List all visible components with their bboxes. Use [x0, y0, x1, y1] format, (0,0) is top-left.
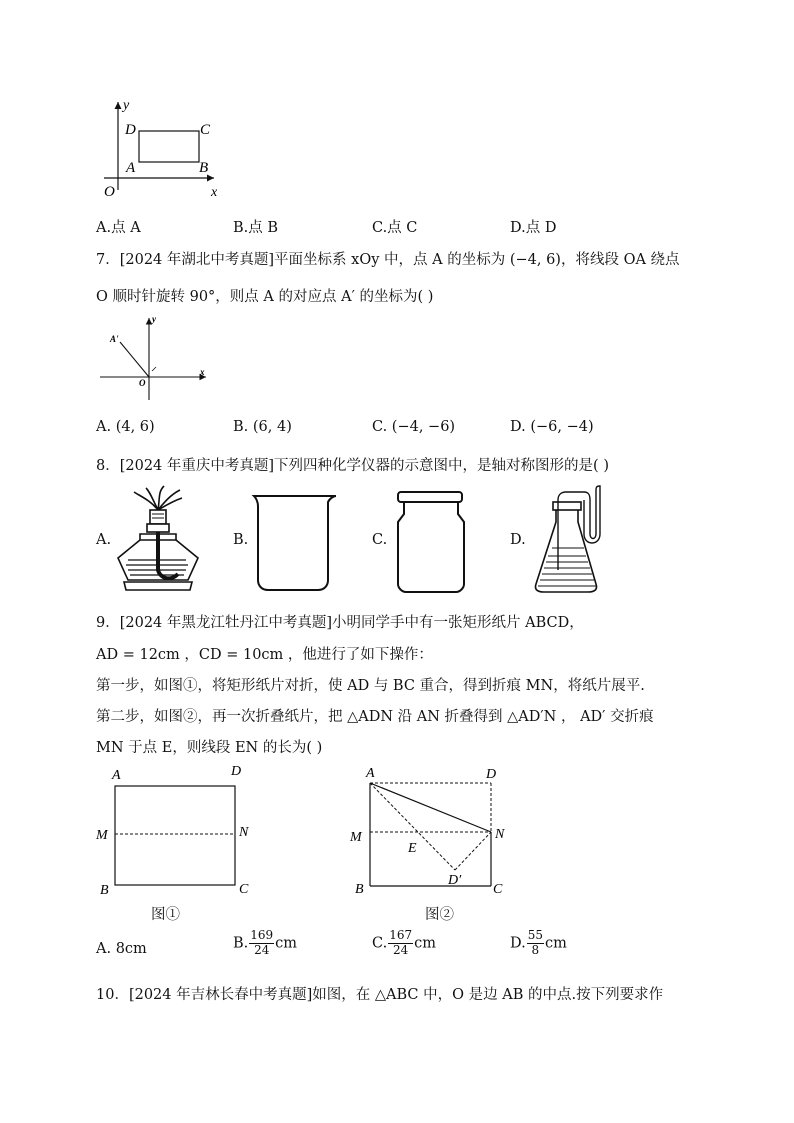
q6-label-y: y	[123, 98, 130, 113]
fig1-label-a: A	[112, 768, 121, 783]
q9-option-c-fraction	[388, 929, 413, 958]
q6-option-c[interactable]: C.点 C	[372, 220, 418, 236]
q9-stem-line3: 第一步，如图①，将矩形纸片对折，使 AD 与 BC 重合，得到折痕 MN，将纸片展平.	[96, 678, 645, 694]
fig1-label-n: N	[239, 825, 249, 840]
q9-option-c-unit: cm	[414, 935, 436, 952]
q6-option-b[interactable]: B.点 B	[233, 220, 279, 236]
q8-option-a-label[interactable]: A.	[96, 532, 112, 548]
q9-stem-line4: 第二步，如图②，再一次折叠纸片，把 △ADN 沿 AN 折叠得到 △AD′N ， AD′ 交折痕	[96, 709, 654, 725]
q6-label-b: B	[199, 160, 209, 176]
fig2-label-e: E	[408, 841, 417, 856]
q9-option-c-prefix: C.	[372, 935, 388, 952]
q8-option-c-label[interactable]: C.	[372, 532, 388, 548]
q7-stem-line1: 7．[2024 年湖北中考真题]平面坐标系 xOy 中，点 A 的坐标为 (−4, 6)，将线段 OA 绕点	[96, 252, 680, 268]
fig1-caption: 图①	[151, 907, 180, 923]
q7-option-a[interactable]: A. (4, 6)	[96, 419, 155, 435]
fig2-label-d: D	[486, 767, 497, 782]
q7-label-o: O	[139, 378, 146, 388]
q9-option-c[interactable]	[372, 929, 436, 958]
q6-option-d[interactable]: D.点 D	[510, 220, 557, 236]
q9-stem-line2: AD = 12cm ，CD = 10cm ，他进行了如下操作：	[96, 647, 433, 663]
q7-option-d[interactable]: D. (−6, −4)	[510, 419, 594, 435]
fig2-label-m: M	[350, 830, 362, 845]
q9-option-b[interactable]	[233, 929, 297, 958]
q7-label-a-prime: A'	[110, 334, 119, 344]
q7-stem-line2: O 顺时针旋转 90°，则点 A 的对应点 A′ 的坐标为( )	[96, 289, 434, 305]
fig2-label-d-prime: D′	[448, 873, 462, 888]
fig1-label-m: M	[96, 828, 108, 843]
q9-figure-2	[349, 766, 505, 897]
q6-label-x: x	[211, 185, 218, 200]
fig2-label-c: C	[493, 882, 503, 897]
q10-stem-line1: 10．[2024 年吉林长春中考真题]如图，在 △ABC 中，O 是边 AB 的中点.按下列要求作	[96, 987, 664, 1003]
q9-option-b-fraction	[249, 929, 274, 958]
fig2-label-b: B	[355, 882, 364, 897]
q6-option-a[interactable]: A.点 A	[96, 220, 141, 236]
q9-option-d-num: 55	[527, 928, 543, 942]
q6-label-o: O	[104, 184, 115, 200]
q9-figure-1	[95, 764, 249, 898]
q9-stem-line1: 9．[2024 年黑龙江牡丹江中考真题]小明同学手中有一张矩形纸片 ABCD，	[96, 615, 584, 631]
q9-option-d-fraction	[527, 929, 544, 958]
q9-option-b-den: 24	[254, 942, 270, 957]
q9-option-c-num: 167	[389, 928, 413, 942]
q7-label-y: y	[152, 314, 156, 324]
q9-option-b-unit: cm	[275, 935, 298, 952]
q7-option-b[interactable]: B. (6, 4)	[233, 419, 292, 435]
fig2-label-n: N	[495, 827, 505, 842]
q8-stem-line1: 8．[2024 年重庆中考真题]下列四种化学仪器的示意图中，是轴对称图形的是( )	[96, 458, 609, 474]
q9-option-b-num: 169	[250, 928, 274, 942]
q9-option-d-den: 8	[531, 942, 540, 957]
q8-option-d-label[interactable]: D.	[510, 532, 526, 548]
fig1-label-c: C	[239, 882, 249, 897]
fig1-label-d: D	[231, 764, 242, 779]
q9-option-a[interactable]: A. 8cm	[96, 941, 147, 957]
q9-option-d-prefix: D.	[510, 935, 526, 952]
q6-label-a: A	[126, 160, 136, 176]
fig1-label-b: B	[100, 883, 109, 898]
q9-option-c-den: 24	[393, 942, 409, 957]
q7-option-c[interactable]: C. (−4, −6)	[372, 419, 456, 435]
q6-label-d: D	[125, 122, 136, 138]
q9-stem-line5: MN 于点 E，则线段 EN 的长为( )	[96, 740, 323, 756]
q9-option-d-unit: cm	[545, 935, 567, 952]
fig2-label-a: A	[366, 766, 375, 781]
q6-label-c: C	[200, 122, 211, 138]
fig2-caption: 图②	[425, 907, 454, 923]
q9-option-d[interactable]	[510, 929, 567, 958]
q9-option-b-prefix: B.	[233, 935, 249, 952]
q7-label-x: x	[200, 367, 205, 377]
q8-option-b-label[interactable]: B.	[233, 532, 249, 548]
